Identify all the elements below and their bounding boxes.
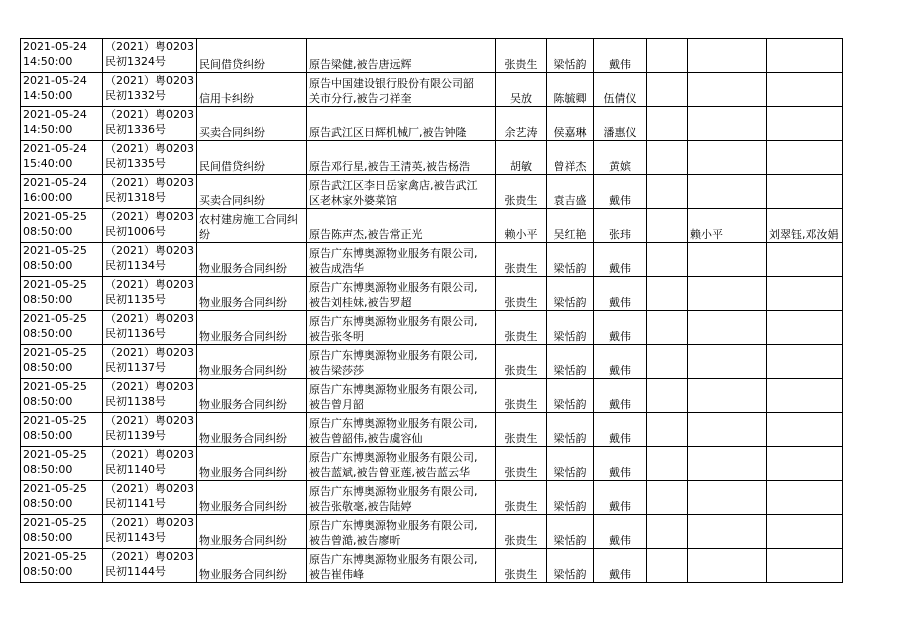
case-number-line1: （2021）粤0203 — [105, 550, 194, 563]
case-cause-cell: 物业服务合同纠纷 — [197, 515, 307, 549]
extra-members-cell — [767, 413, 843, 447]
case-number-cell — [103, 107, 197, 141]
hearing-datetime-cell — [21, 311, 103, 345]
extra-members-cell — [767, 141, 843, 175]
presiding-judge-cell: 张贵生 — [496, 311, 547, 345]
hearing-datetime-cell — [21, 447, 103, 481]
table-row — [21, 175, 843, 209]
extra-cell-1 — [647, 447, 688, 481]
extra-members-cell — [767, 73, 843, 107]
parties-cell — [307, 243, 496, 277]
case-cause-cell: 物业服务合同纠纷 — [197, 481, 307, 515]
parties-cell — [307, 209, 496, 243]
hearing-date: 2021-05-25 — [23, 278, 87, 291]
table-row — [21, 515, 843, 549]
case-number-line2: 民初1332号 — [105, 89, 166, 102]
hearing-time: 08:50:00 — [23, 327, 73, 340]
parties-cell — [307, 311, 496, 345]
hearing-datetime-cell — [21, 39, 103, 73]
panel-member-cell: 戴伟 — [594, 379, 647, 413]
presiding-judge-cell: 张贵生 — [496, 413, 547, 447]
case-cause-cell: 物业服务合同纠纷 — [197, 311, 307, 345]
extra-judge-cell — [688, 39, 767, 73]
presiding-judge-cell: 余艺涛 — [496, 107, 547, 141]
hearing-date: 2021-05-24 — [23, 74, 87, 87]
case-number-cell — [103, 277, 197, 311]
clerk-cell: 陈毓卿 — [547, 73, 594, 107]
parties-line1: 原告广东博奥源物业服务有限公司, — [309, 383, 478, 396]
parties-cell — [307, 345, 496, 379]
extra-judge-cell — [688, 175, 767, 209]
table-row — [21, 243, 843, 277]
panel-member-cell: 戴伟 — [594, 413, 647, 447]
case-number-line1: （2021）粤0203 — [105, 210, 194, 223]
table-row — [21, 209, 843, 243]
presiding-judge-cell: 张贵生 — [496, 39, 547, 73]
panel-member-cell: 戴伟 — [594, 481, 647, 515]
hearing-datetime-cell — [21, 243, 103, 277]
hearing-date: 2021-05-25 — [23, 550, 87, 563]
hearing-time: 08:50:00 — [23, 497, 73, 510]
hearing-time: 08:50:00 — [23, 565, 73, 578]
hearing-date: 2021-05-24 — [23, 176, 87, 189]
parties-line2: 被告刘桂妹,被告罗超 — [309, 296, 412, 309]
case-number-line1: （2021）粤0203 — [105, 74, 194, 87]
hearing-datetime-cell — [21, 481, 103, 515]
parties-line2: 被告曾韶伟,被告虞容仙 — [309, 432, 423, 445]
case-number-line1: （2021）粤0203 — [105, 108, 194, 121]
clerk-cell: 梁恬韵 — [547, 549, 594, 583]
hearing-time: 08:50:00 — [23, 429, 73, 442]
table-body — [21, 39, 843, 583]
hearing-date: 2021-05-25 — [23, 244, 87, 257]
panel-member-cell: 戴伟 — [594, 549, 647, 583]
hearing-time: 14:50:00 — [23, 55, 73, 68]
panel-member-cell: 戴伟 — [594, 39, 647, 73]
parties-cell — [307, 277, 496, 311]
case-number-line2: 民初1318号 — [105, 191, 166, 204]
clerk-cell: 梁恬韵 — [547, 413, 594, 447]
hearing-time: 15:40:00 — [23, 157, 73, 170]
case-number-cell — [103, 345, 197, 379]
extra-judge-cell — [688, 379, 767, 413]
table-row — [21, 549, 843, 583]
presiding-judge-cell: 吴放 — [496, 73, 547, 107]
extra-cell-1 — [647, 345, 688, 379]
hearing-date: 2021-05-24 — [23, 142, 87, 155]
parties-line2: 被告曾澔,被告廖昕 — [309, 534, 401, 547]
hearing-datetime-cell — [21, 515, 103, 549]
extra-members-cell — [767, 549, 843, 583]
parties-line1: 原告邓行星,被告王清英,被告杨浩 — [309, 160, 470, 173]
extra-cell-1 — [647, 311, 688, 345]
case-number-line2: 民初1143号 — [105, 531, 166, 544]
extra-judge-cell — [688, 549, 767, 583]
extra-judge-cell — [688, 243, 767, 277]
case-cause-cell: 物业服务合同纠纷 — [197, 379, 307, 413]
case-number-cell — [103, 209, 197, 243]
presiding-judge-cell: 张贵生 — [496, 447, 547, 481]
case-cause-cell: 民间借贷纠纷 — [197, 39, 307, 73]
hearing-datetime-cell — [21, 345, 103, 379]
extra-members-cell — [767, 481, 843, 515]
clerk-cell: 梁恬韵 — [547, 515, 594, 549]
hearing-datetime-cell — [21, 379, 103, 413]
parties-line1: 原告广东博奥源物业服务有限公司, — [309, 451, 478, 464]
table-row — [21, 345, 843, 379]
extra-judge-cell — [688, 107, 767, 141]
table-row — [21, 39, 843, 73]
case-cause-cell: 民间借贷纠纷 — [197, 141, 307, 175]
parties-line1: 原告广东博奥源物业服务有限公司, — [309, 349, 478, 362]
extra-judge-cell — [688, 277, 767, 311]
hearing-date: 2021-05-25 — [23, 346, 87, 359]
case-number-line1: （2021）粤0203 — [105, 346, 194, 359]
panel-member-cell: 黄嫔 — [594, 141, 647, 175]
hearing-datetime-cell — [21, 209, 103, 243]
clerk-cell: 梁恬韵 — [547, 277, 594, 311]
extra-members-cell — [767, 379, 843, 413]
extra-members-cell — [767, 243, 843, 277]
extra-cell-1 — [647, 515, 688, 549]
extra-judge-cell — [688, 345, 767, 379]
parties-line2: 关市分行,被告刁祥奎 — [309, 92, 412, 105]
parties-line1: 原告梁健,被告唐远辉 — [309, 58, 412, 71]
parties-line2: 被告蓝斌,被告曾亚莲,被告蓝云华 — [309, 466, 470, 479]
hearing-date: 2021-05-25 — [23, 482, 87, 495]
parties-cell — [307, 107, 496, 141]
hearing-date: 2021-05-25 — [23, 516, 87, 529]
clerk-cell: 梁恬韵 — [547, 447, 594, 481]
extra-judge-cell — [688, 311, 767, 345]
table-row — [21, 481, 843, 515]
table-row — [21, 141, 843, 175]
hearing-time: 14:50:00 — [23, 123, 73, 136]
hearing-datetime-cell — [21, 73, 103, 107]
extra-judge-cell — [688, 413, 767, 447]
panel-member-cell: 伍倩仪 — [594, 73, 647, 107]
hearing-time: 08:50:00 — [23, 293, 73, 306]
parties-line2: 被告曾月韶 — [309, 398, 364, 411]
hearing-date: 2021-05-25 — [23, 210, 87, 223]
table-row — [21, 447, 843, 481]
parties-line2: 区老林家外婆菜馆 — [309, 194, 397, 207]
case-number-cell — [103, 515, 197, 549]
clerk-cell: 梁恬韵 — [547, 243, 594, 277]
parties-line1: 原告广东博奥源物业服务有限公司, — [309, 553, 478, 566]
extra-cell-1 — [647, 243, 688, 277]
case-number-cell — [103, 481, 197, 515]
case-number-line2: 民初1324号 — [105, 55, 166, 68]
extra-members-cell — [767, 515, 843, 549]
case-number-line2: 民初1137号 — [105, 361, 166, 374]
hearing-date: 2021-05-25 — [23, 380, 87, 393]
hearing-date: 2021-05-25 — [23, 414, 87, 427]
extra-members-cell — [767, 447, 843, 481]
extra-members-cell — [767, 311, 843, 345]
case-number-line2: 民初1336号 — [105, 123, 166, 136]
clerk-cell: 梁恬韵 — [547, 379, 594, 413]
case-number-line2: 民初1006号 — [105, 225, 166, 238]
case-number-line1: （2021）粤0203 — [105, 516, 194, 529]
clerk-cell: 梁恬韵 — [547, 481, 594, 515]
hearing-time: 08:50:00 — [23, 395, 73, 408]
case-number-cell — [103, 379, 197, 413]
case-cause-cell: 物业服务合同纠纷 — [197, 549, 307, 583]
hearing-time: 08:50:00 — [23, 259, 73, 272]
parties-cell — [307, 549, 496, 583]
parties-line2: 被告崔伟峰 — [309, 568, 364, 581]
extra-members-cell — [767, 107, 843, 141]
table-row — [21, 311, 843, 345]
panel-member-cell: 戴伟 — [594, 175, 647, 209]
case-number-line2: 民初1144号 — [105, 565, 166, 578]
clerk-cell: 吴红艳 — [547, 209, 594, 243]
case-number-cell — [103, 141, 197, 175]
case-number-cell — [103, 175, 197, 209]
presiding-judge-cell: 张贵生 — [496, 175, 547, 209]
parties-line1: 原告广东博奥源物业服务有限公司, — [309, 315, 478, 328]
parties-line1: 原告中国建设银行股份有限公司韶 — [309, 77, 474, 90]
case-cause-cell: 买卖合同纠纷 — [197, 175, 307, 209]
extra-judge-cell: 赖小平 — [688, 209, 767, 243]
parties-line2: 被告梁莎莎 — [309, 364, 364, 377]
case-number-cell — [103, 39, 197, 73]
extra-cell-1 — [647, 379, 688, 413]
case-cause-cell: 物业服务合同纠纷 — [197, 413, 307, 447]
hearing-date: 2021-05-25 — [23, 448, 87, 461]
hearing-date: 2021-05-24 — [23, 40, 87, 53]
panel-member-cell: 戴伟 — [594, 345, 647, 379]
hearing-time: 16:00:00 — [23, 191, 73, 204]
panel-member-cell: 戴伟 — [594, 243, 647, 277]
hearing-date: 2021-05-24 — [23, 108, 87, 121]
extra-cell-1 — [647, 277, 688, 311]
case-number-cell — [103, 447, 197, 481]
extra-cell-1 — [647, 549, 688, 583]
panel-member-cell: 张玮 — [594, 209, 647, 243]
presiding-judge-cell: 张贵生 — [496, 515, 547, 549]
case-number-line2: 民初1134号 — [105, 259, 166, 272]
hearing-datetime-cell — [21, 549, 103, 583]
extra-members-cell — [767, 277, 843, 311]
case-number-cell — [103, 73, 197, 107]
parties-cell — [307, 413, 496, 447]
extra-cell-1 — [647, 175, 688, 209]
extra-judge-cell — [688, 515, 767, 549]
hearing-datetime-cell — [21, 277, 103, 311]
extra-judge-cell — [688, 141, 767, 175]
extra-cell-1 — [647, 73, 688, 107]
extra-members-cell — [767, 175, 843, 209]
parties-line1: 原告武江区李日岳家禽店,被告武江 — [309, 179, 478, 192]
parties-line1: 原告广东博奥源物业服务有限公司, — [309, 247, 478, 260]
parties-cell — [307, 379, 496, 413]
table-row — [21, 107, 843, 141]
parties-line2: 被告张冬明 — [309, 330, 364, 343]
clerk-cell: 梁恬韵 — [547, 39, 594, 73]
table-row — [21, 413, 843, 447]
case-number-cell — [103, 311, 197, 345]
case-number-line1: （2021）粤0203 — [105, 244, 194, 257]
parties-line2: 被告成浩华 — [309, 262, 364, 275]
table-row — [21, 379, 843, 413]
hearing-datetime-cell — [21, 141, 103, 175]
case-number-cell — [103, 549, 197, 583]
case-number-line1: （2021）粤0203 — [105, 278, 194, 291]
extra-cell-1 — [647, 413, 688, 447]
extra-cell-1 — [647, 481, 688, 515]
presiding-judge-cell: 张贵生 — [496, 379, 547, 413]
hearing-schedule-table — [20, 38, 843, 583]
clerk-cell: 梁恬韵 — [547, 311, 594, 345]
presiding-judge-cell: 张贵生 — [496, 243, 547, 277]
presiding-judge-cell: 张贵生 — [496, 277, 547, 311]
extra-members-cell — [767, 345, 843, 379]
extra-judge-cell — [688, 447, 767, 481]
case-cause-cell: 物业服务合同纠纷 — [197, 447, 307, 481]
hearing-time: 08:50:00 — [23, 225, 73, 238]
panel-member-cell: 戴伟 — [594, 311, 647, 345]
parties-line1: 原告广东博奥源物业服务有限公司, — [309, 519, 478, 532]
parties-cell — [307, 39, 496, 73]
hearing-time: 08:50:00 — [23, 531, 73, 544]
case-cause-cell: 农村建房施工合同纠纷 — [197, 209, 307, 243]
panel-member-cell: 戴伟 — [594, 515, 647, 549]
case-number-line2: 民初1136号 — [105, 327, 166, 340]
parties-line1: 原告陈声杰,被告常正光 — [309, 228, 423, 241]
extra-cell-1 — [647, 209, 688, 243]
case-number-line2: 民初1141号 — [105, 497, 166, 510]
parties-line1: 原告广东博奥源物业服务有限公司, — [309, 281, 478, 294]
hearing-datetime-cell — [21, 413, 103, 447]
parties-cell — [307, 515, 496, 549]
hearing-datetime-cell — [21, 175, 103, 209]
case-number-line2: 民初1140号 — [105, 463, 166, 476]
case-number-cell — [103, 413, 197, 447]
case-number-line1: （2021）粤0203 — [105, 380, 194, 393]
parties-cell — [307, 481, 496, 515]
presiding-judge-cell: 张贵生 — [496, 345, 547, 379]
case-number-line1: （2021）粤0203 — [105, 414, 194, 427]
case-number-line1: （2021）粤0203 — [105, 312, 194, 325]
parties-line1: 原告武江区日辉机械厂,被告钟隆 — [309, 126, 467, 139]
case-number-line1: （2021）粤0203 — [105, 40, 194, 53]
case-number-line1: （2021）粤0203 — [105, 448, 194, 461]
table-row — [21, 73, 843, 107]
clerk-cell: 袁吉盛 — [547, 175, 594, 209]
presiding-judge-cell: 张贵生 — [496, 481, 547, 515]
hearing-datetime-cell — [21, 107, 103, 141]
hearing-time: 08:50:00 — [23, 361, 73, 374]
extra-cell-1 — [647, 107, 688, 141]
case-cause-cell: 信用卡纠纷 — [197, 73, 307, 107]
extra-judge-cell — [688, 481, 767, 515]
parties-line2: 被告张敬毫,被告陆婷 — [309, 500, 412, 513]
case-cause-cell: 买卖合同纠纷 — [197, 107, 307, 141]
hearing-time: 08:50:00 — [23, 463, 73, 476]
case-number-line2: 民初1138号 — [105, 395, 166, 408]
panel-member-cell: 戴伟 — [594, 447, 647, 481]
case-cause-cell: 物业服务合同纠纷 — [197, 243, 307, 277]
parties-line1: 原告广东博奥源物业服务有限公司, — [309, 485, 478, 498]
panel-member-cell: 戴伟 — [594, 277, 647, 311]
parties-line1: 原告广东博奥源物业服务有限公司, — [309, 417, 478, 430]
clerk-cell: 梁恬韵 — [547, 345, 594, 379]
case-number-cell — [103, 243, 197, 277]
presiding-judge-cell: 赖小平 — [496, 209, 547, 243]
presiding-judge-cell: 张贵生 — [496, 549, 547, 583]
parties-cell — [307, 447, 496, 481]
hearing-time: 14:50:00 — [23, 89, 73, 102]
case-number-line1: （2021）粤0203 — [105, 176, 194, 189]
presiding-judge-cell: 胡敏 — [496, 141, 547, 175]
case-cause-cell: 物业服务合同纠纷 — [197, 277, 307, 311]
extra-cell-1 — [647, 39, 688, 73]
parties-cell — [307, 175, 496, 209]
extra-judge-cell — [688, 73, 767, 107]
extra-members-cell — [767, 39, 843, 73]
hearing-date: 2021-05-25 — [23, 312, 87, 325]
parties-cell — [307, 141, 496, 175]
parties-cell — [307, 73, 496, 107]
panel-member-cell: 潘惠仪 — [594, 107, 647, 141]
case-number-line2: 民初1139号 — [105, 429, 166, 442]
table-row — [21, 277, 843, 311]
extra-cell-1 — [647, 141, 688, 175]
case-number-line1: （2021）粤0203 — [105, 142, 194, 155]
case-number-line2: 民初1335号 — [105, 157, 166, 170]
case-cause-cell: 物业服务合同纠纷 — [197, 345, 307, 379]
case-number-line2: 民初1135号 — [105, 293, 166, 306]
case-number-line1: （2021）粤0203 — [105, 482, 194, 495]
extra-members-cell: 刘翠钰,邓汝娟 — [767, 209, 843, 243]
clerk-cell: 曾祥杰 — [547, 141, 594, 175]
clerk-cell: 侯嘉琳 — [547, 107, 594, 141]
